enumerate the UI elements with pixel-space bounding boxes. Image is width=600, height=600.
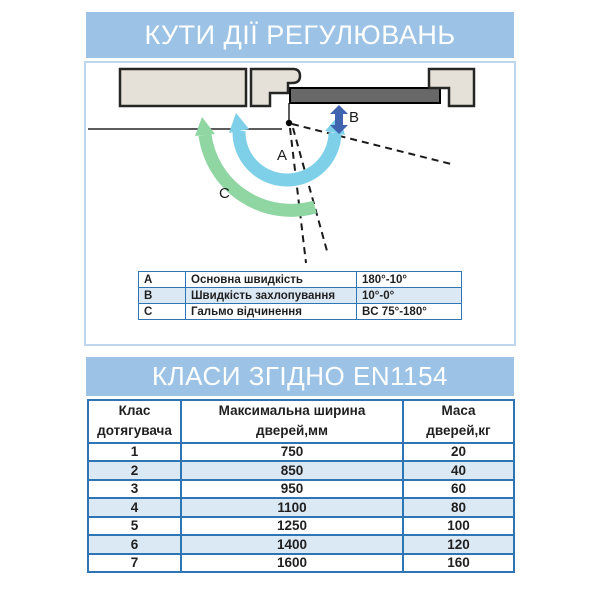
diagram-panel [84,61,516,346]
legend-table [138,271,462,320]
table-row [88,498,514,517]
cell-class: 4 [88,498,181,517]
table-row [88,554,514,573]
legend-key: B [139,288,186,304]
cell-mass: 60 [403,480,514,499]
cell-width: 850 [181,461,403,480]
legend-desc: Швидкість захлопування [186,288,357,304]
dashed-line-open-position [292,124,451,164]
classes-header-width: Максимальна ширина дверей,мм [181,400,403,443]
cell-class: 5 [88,517,181,536]
section1-title: КУТИ ДІЇ РЕГУЛЮВАНЬ [144,19,456,50]
cell-width: 1400 [181,535,403,554]
diagram-label-b: B [349,109,360,126]
cell-width: 1100 [181,498,403,517]
cell-width: 750 [181,443,403,462]
classes-header-row [88,400,514,443]
cell-class: 1 [88,443,181,462]
cell-mass: 40 [403,461,514,480]
cell-width: 1600 [181,554,403,573]
cell-width: 950 [181,480,403,499]
table-row [88,535,514,554]
classes-header-class: Клас дотягувача [88,400,181,443]
door-leaf [290,88,440,103]
arc-a-arrowhead-left-icon [229,113,249,133]
classes-table [87,399,515,573]
table-row [88,480,514,499]
legend-row-b [139,288,462,304]
classes-header-mass: Маса дверей,кг [403,400,514,443]
arc-c-arrowhead-icon [195,117,215,136]
diagram-label-a: A [277,147,288,164]
cell-class: 2 [88,461,181,480]
cell-class: 3 [88,480,181,499]
cell-mass: 160 [403,554,514,573]
legend-desc: Основна швидкість [186,272,357,288]
section2-title-band [86,357,514,396]
section2-title: КЛАСИ ЗГІДНО EN1154 [151,361,449,391]
cell-mass: 20 [403,443,514,462]
table-row [88,461,514,480]
legend-key: A [139,272,186,288]
table-row [88,517,514,536]
cell-width: 1250 [181,517,403,536]
cell-mass: 100 [403,517,514,536]
cell-class: 6 [88,535,181,554]
legend-row-a [139,272,462,288]
dashed-line-closed-1 [290,128,306,263]
legend-range: BC 75°-180° [357,304,462,320]
legend-range: 10°-0° [357,288,462,304]
diagram-label-c: C [219,185,230,202]
legend-row-c [139,304,462,320]
section1-title-band [86,12,514,58]
cell-class: 7 [88,554,181,573]
legend-range: 180°-10° [357,272,462,288]
table-row [88,443,514,462]
cell-mass: 120 [403,535,514,554]
cell-mass: 80 [403,498,514,517]
wall-left [120,69,246,106]
legend-desc: Гальмо відчинення [186,304,357,320]
pivot-point [286,120,292,126]
legend-key: C [139,304,186,320]
